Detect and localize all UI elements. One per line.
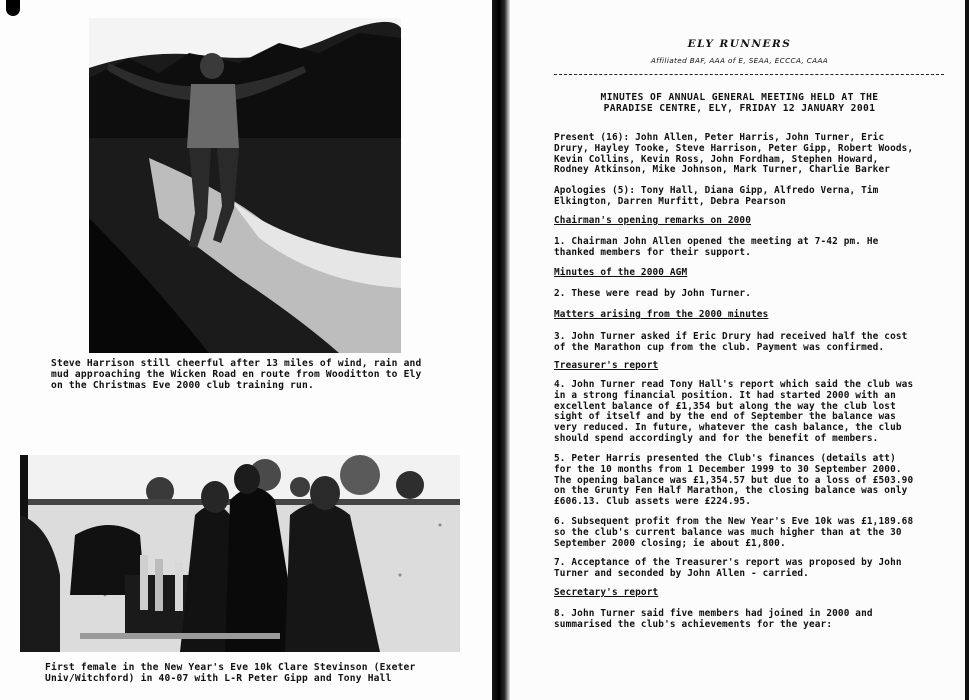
header-divider: [554, 74, 944, 75]
minute-item-7: 7. Acceptance of the Treasurer's report was proposed by John Turner and seconded by John Allen - carried.: [554, 557, 902, 579]
minute-item-5: 5. Peter Harris presented the Club's finances (details att) for the 10 months from 1 December 1999 to 30 September 2000. The opening balance was £1,354.57 but due to a loss of £503.90 on the Grunty Fen Half Marathon, the closing balance was only £606.13. Club assets were £224.95.: [554, 453, 914, 508]
club-name: ELY RUNNERS: [687, 38, 792, 50]
photo-new-years-eve-10k: [20, 455, 460, 652]
minute-item-1: 1. Chairman John Allen opened the meeting at 7-42 pm. He thanked members for their support.: [554, 236, 879, 258]
heading-treasurer: Treasurer's report: [554, 360, 659, 371]
photo-caption-1: Steve Harrison still cheerful after 13 miles of wind, rain and mud approaching the Wicken Road en route from Wooditton to Ely on the Christmas Eve 2000 club training run.: [51, 358, 422, 391]
apologies-list: Apologies (5): Tony Hall, Diana Gipp, Alfredo Verna, Tim Elkington, Darren Murfitt, Debra Pearson: [554, 185, 879, 207]
book-gutter: [492, 0, 510, 700]
photo-steve-harrison-training-run: [89, 18, 401, 353]
minute-item-6: 6. Subsequent profit from the New Year's Eve 10k was £1,189.68 so the club's current balance was much higher than at the 30 September 2000 closing; ie about £1,800.: [554, 516, 914, 549]
heading-minutes: Minutes of the 2000 AGM: [554, 267, 688, 278]
heading-chairman: Chairman's opening remarks on 2000: [554, 215, 752, 226]
club-affiliation: Affiliated BAF, AAA of E, SEAA, ECCCA, CAAA: [650, 56, 829, 65]
heading-secretary: Secretary's report: [554, 587, 659, 598]
minute-item-3: 3. John Turner asked if Eric Drury had received half the cost of the Marathon cup from the club. Payment was confirmed.: [554, 331, 908, 353]
meeting-title: MINUTES OF ANNUAL GENERAL MEETING HELD AT THE PARADISE CENTRE, ELY, FRIDAY 12 JANUARY 2001: [600, 92, 879, 114]
heading-matters-arising: Matters arising from the 2000 minutes: [554, 309, 769, 320]
minute-item-8: 8. John Turner said five members had joined in 2000 and summarised the club's achievements for the year:: [554, 608, 873, 630]
minute-item-4: 4. John Turner read Tony Hall's report which said the club was in a strong financial position. It had started 2000 with an excellent balance of £1,354 but along the way the club lost sight of itself and by the end of September the balance was very reduced. In future, whatever the cash balance, the club should spend accordingly and for the benefit of members.: [554, 379, 914, 444]
binding-mark: [6, 0, 20, 16]
minute-item-2: 2. These were read by John Turner.: [554, 288, 752, 299]
photo-caption-2: First female in the New Year's Eve 10k Clare Stevinson (Exeter Univ/Witchford) in 40-07 with L-R Peter Gipp and Tony Hall: [45, 662, 416, 684]
present-list: Present (16): John Allen, Peter Harris, John Turner, Eric Drury, Hayley Tooke, Steve Harrison, Peter Gipp, Robert Woods, Kevin Collins, Kevin Ross, John Fordham, Stephen Howard, Rodney Atkinson, Mike Johnson, Mark Turner, Charlie Barker: [554, 132, 914, 176]
